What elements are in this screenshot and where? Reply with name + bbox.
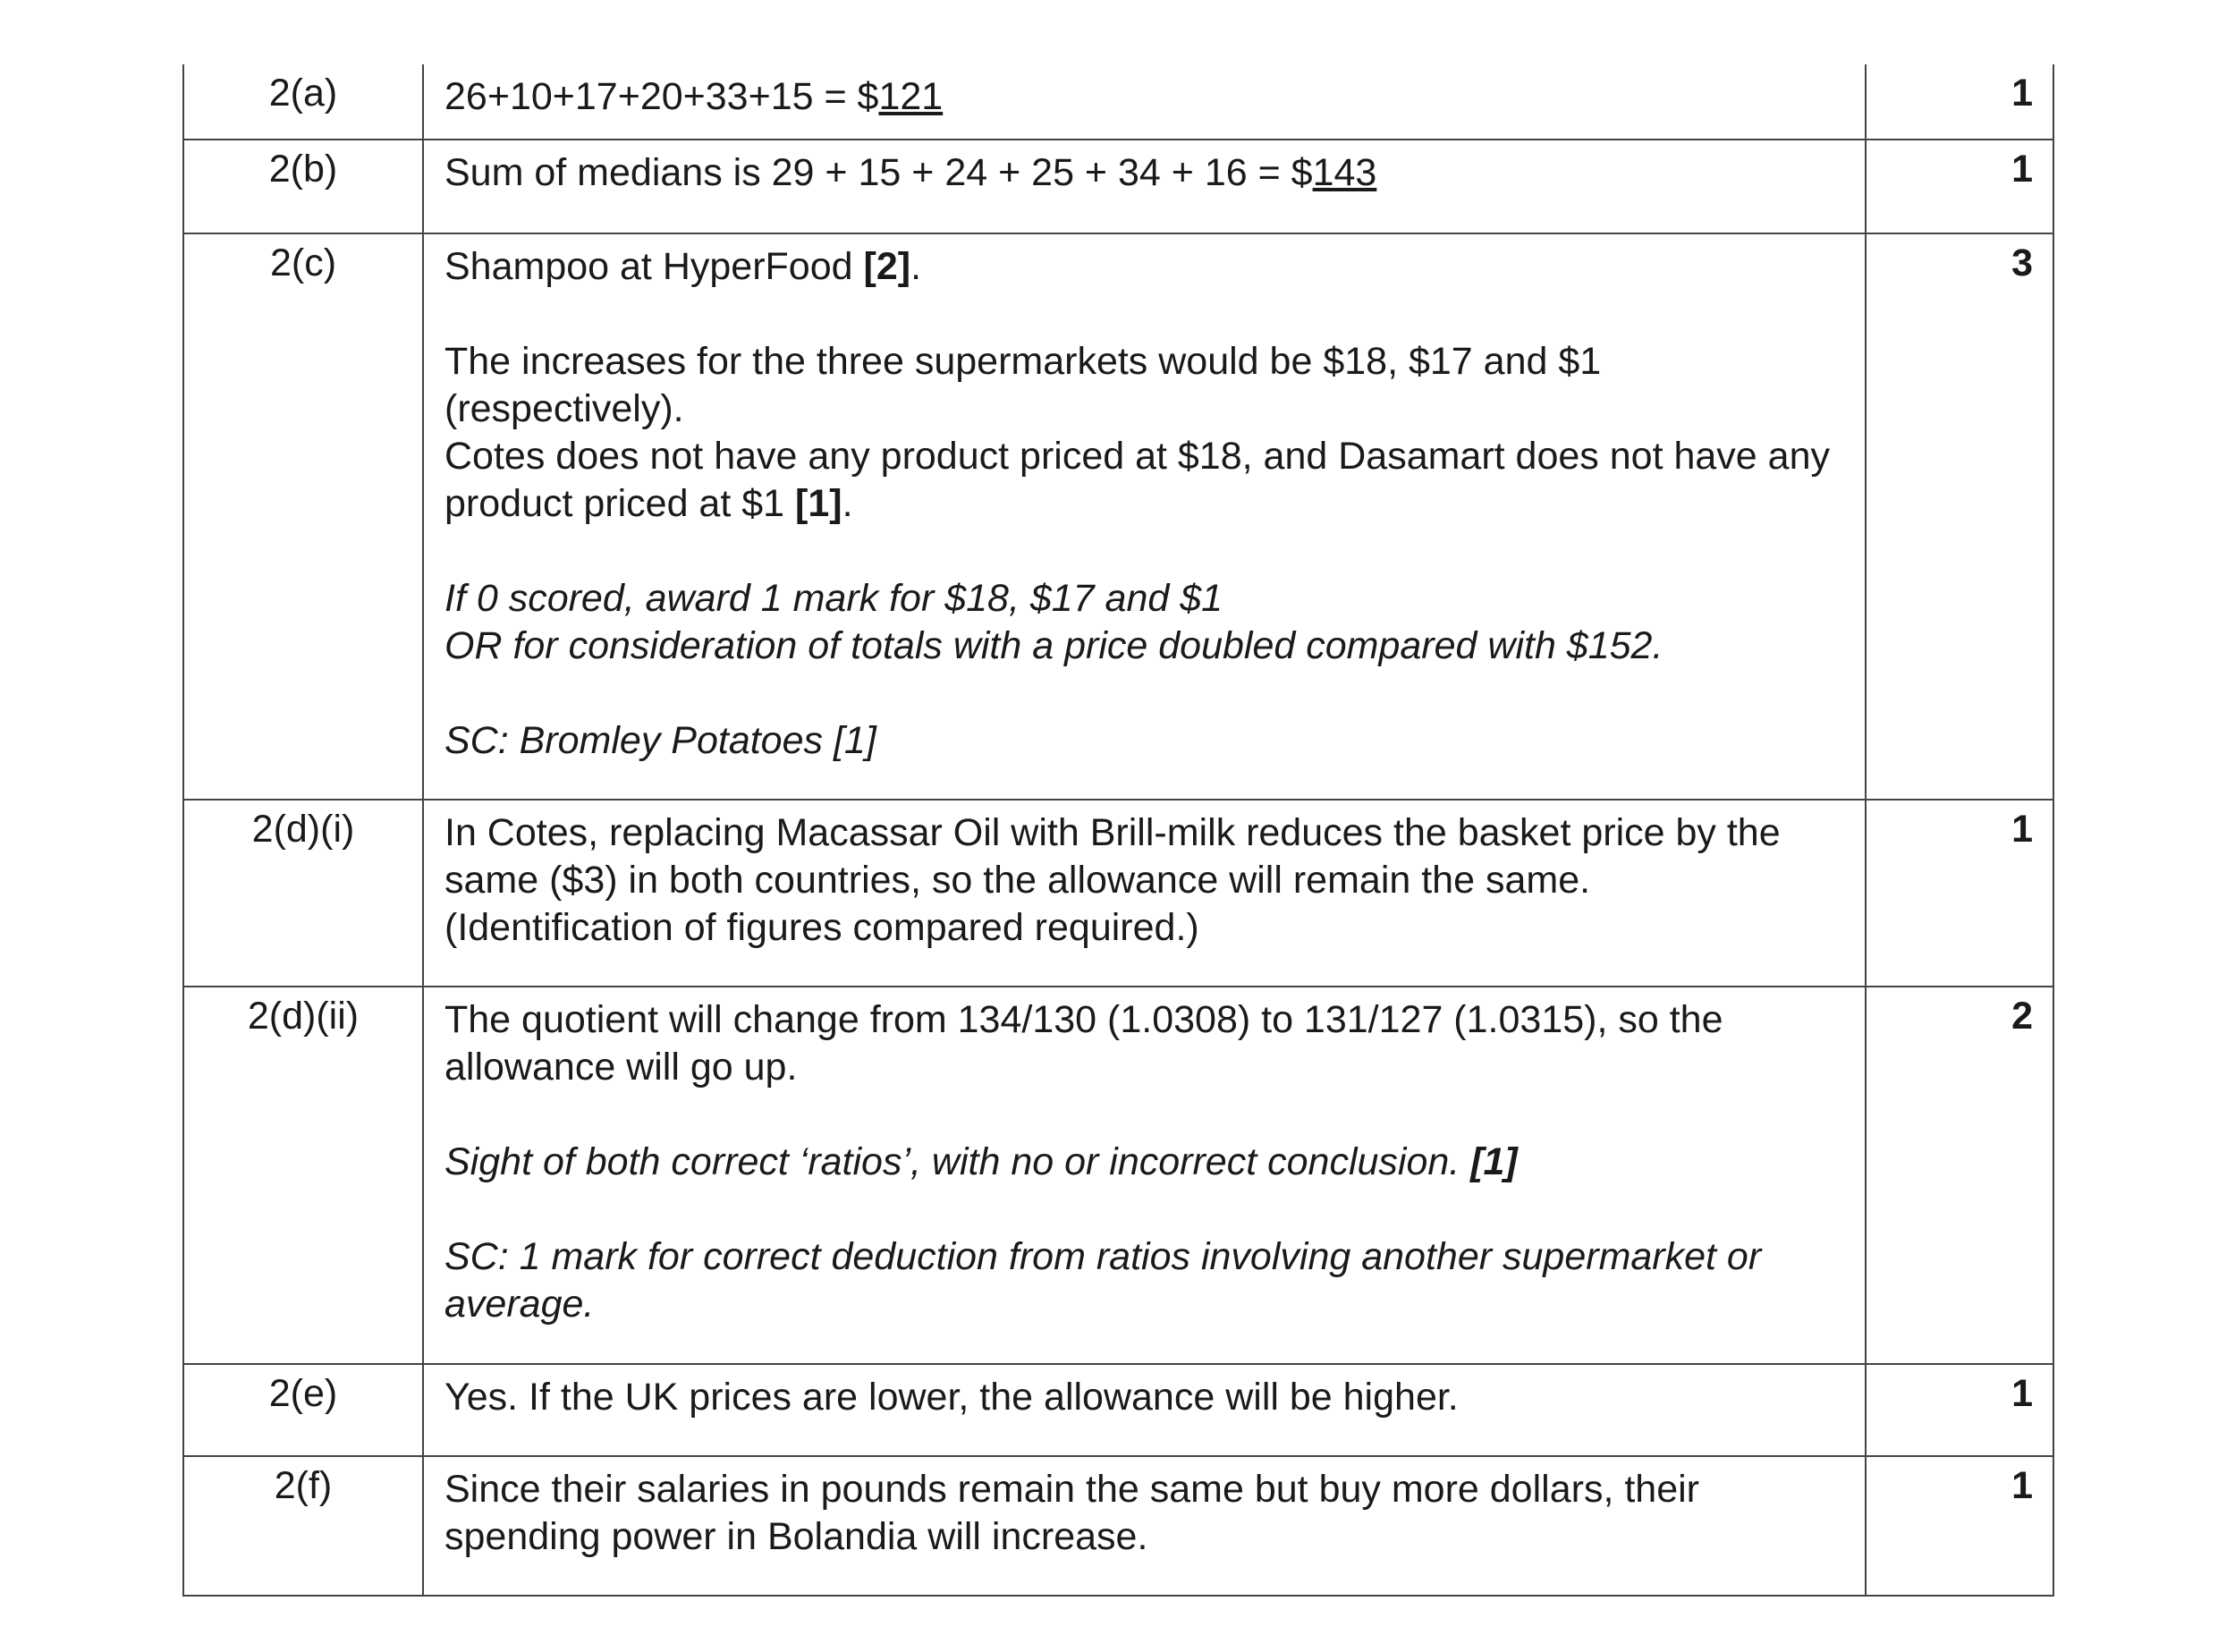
marks-cell: 1 — [1866, 1456, 2053, 1596]
answer-text: Sum of medians is 29 + 15 + 24 + 25 + 34 + 16 = $ — [444, 151, 1313, 195]
answer-cell — [423, 140, 1866, 233]
answer-text: 26+10+17+20+33+15 = $ — [444, 75, 879, 118]
mark-allocation: [2] — [863, 244, 911, 288]
marks-cell: 1 — [1866, 800, 2053, 987]
marking-note: Sight of both correct ‘ratios’, with no or incorrect conclusion. [1] — [444, 1139, 1518, 1183]
table-row — [183, 800, 2053, 987]
table-row — [183, 140, 2053, 233]
answer-cell — [423, 800, 1866, 987]
answer-cell: Yes. If the UK prices are lower, the allowance will be higher. — [423, 1364, 1866, 1456]
question-number: 2(d)(ii) — [183, 987, 423, 1364]
mark-allocation: [1] — [1470, 1139, 1518, 1183]
answer-cell: Since their salaries in pounds remain the same but buy more dollars, their spending power in Bolandia will increase. — [423, 1456, 1866, 1596]
answer-value: 121 — [878, 75, 944, 118]
table-row — [183, 1456, 2053, 1596]
answer-paragraph: (Identification of figures compared required.) — [444, 906, 1199, 950]
answer-value: 143 — [1312, 151, 1377, 195]
special-case-note: SC: Bromley Potatoes [1] — [444, 718, 876, 762]
answer-cell — [423, 987, 1866, 1364]
table-row — [183, 1364, 2053, 1456]
answer-cell — [423, 64, 1866, 140]
answer-cell — [423, 233, 1866, 801]
question-number: 2(f) — [183, 1456, 423, 1596]
answer-paragraph: Cotes does not have any product priced at $18, and Dasamart does not have any product priced at $1 [1]. — [444, 434, 1830, 525]
answer-paragraph: The quotient will change from 134/130 (1.0308) to 131/127 (1.0315), so the allowance will go up. — [444, 997, 1723, 1089]
answer-paragraph: In Cotes, replacing Macassar Oil with Brill-milk reduces the basket price by the same ($3) in both countries, so the allowance will remain the same. — [444, 811, 1781, 902]
table-row — [183, 987, 2053, 1364]
question-number: 2(a) — [183, 64, 423, 140]
question-number: 2(c) — [183, 233, 423, 801]
answer-paragraph: The increases for the three supermarkets would be $18, $17 and $1 (respectively). — [444, 339, 1602, 430]
marking-note: If 0 scored, award 1 mark for $18, $17 and $1 — [444, 576, 1223, 620]
table-row — [183, 64, 2053, 140]
answer-line: Shampoo at HyperFood [2]. — [444, 244, 922, 288]
marks-cell: 3 — [1866, 233, 2053, 801]
special-case-note: SC: 1 mark for correct deduction from ratios involving another supermarket or average. — [444, 1234, 1762, 1326]
question-number: 2(e) — [183, 1364, 423, 1456]
table-row — [183, 233, 2053, 801]
marks-cell: 1 — [1866, 64, 2053, 140]
marks-cell: 1 — [1866, 140, 2053, 233]
marks-cell: 2 — [1866, 987, 2053, 1364]
question-number: 2(b) — [183, 140, 423, 233]
marking-note: OR for consideration of totals with a price doubled compared with $152. — [444, 623, 1664, 667]
mark-allocation: [1] — [795, 481, 842, 525]
mark-scheme-table — [182, 64, 2054, 1597]
question-number: 2(d)(i) — [183, 800, 423, 987]
marks-cell: 1 — [1866, 1364, 2053, 1456]
